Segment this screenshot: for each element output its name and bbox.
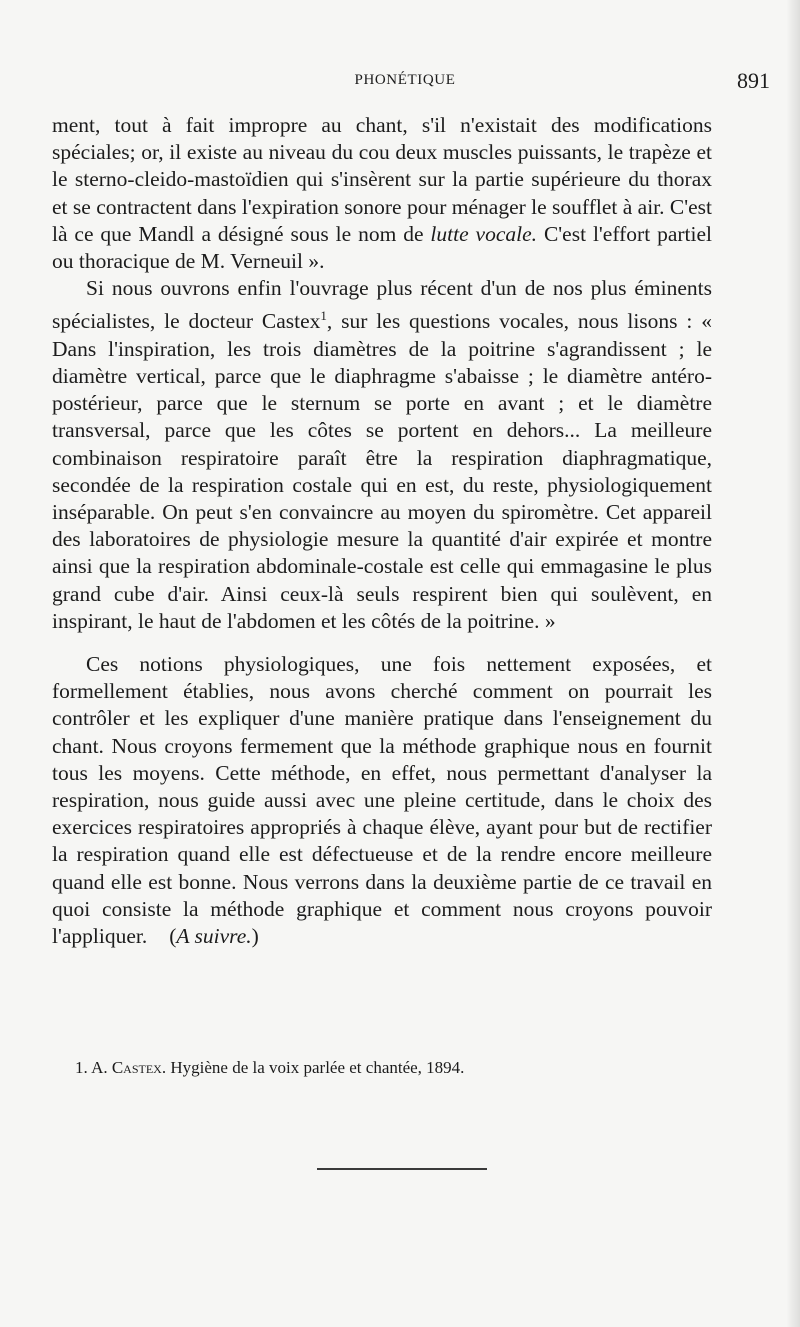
to-follow-open: ( (169, 924, 177, 949)
footnote-text: . Hygiène de la voix parlée et chantée, 1894. (161, 1058, 465, 1077)
footnote-author-name: Castex (111, 1058, 162, 1077)
paragraph-1-text-a: ment, tout à fait impropre au chant, s'il n'existait des modifications spéciales; or, il existe au niveau du cou deux muscles puissants, le trapèze et le sterno-cleido-mastoïdien qui s'insèrent sur la partie supérieure du thorax et se contractent dans l'expiration sonore pour ménager le soufflet à air. C'est là ce que Mandl a désigné sous le nom de (52, 113, 712, 246)
paragraph-2-text-b: , sur les questions vocales, nous lisons : « Dans l'inspiration, les trois diamètres de la poitrine s'agrandissent ; le diamètre vertical, parce que le diaphragme s'abaisse ; le diamètre antéro-postérieur, parce que le sternum se porte en avant ; et le diamètre transversal, parce que les côtes se portent en dehors... La meilleure combinaison respiratoire paraît être la respiration diaphragmatique, secondée de la respiration costale qui en est, du reste, physiologiquement inséparable. On peut s'en convaincre au moyen du spiromètre. Cet appareil des laboratoires de physiologie mesure la quantité d'air expirée et montre ainsi que la respiration abdominale-costale est celle qui emmagasine le plus grand cube d'air. Ainsi ceux-là seuls respirent bien qui soulèvent, en inspirant, le haut de l'abdomen et les côtés de la poitrine. » (52, 309, 712, 633)
to-follow-close: ) (251, 924, 259, 949)
paragraph-gap (52, 635, 712, 651)
body-text (52, 112, 712, 950)
page-edge-shadow (786, 0, 800, 1327)
page-number: 891 (737, 68, 770, 93)
paragraph-3-text-a: Ces notions physiologiques, une fois nettement exposées, et formellement établies, nous avons cherché comment on pourrait les contrôler et les expliquer d'une manière pratique dans l'enseignement du chant. Nous croyons fermement que la méthode graphique nous en fournit tous les moyens. Cette méthode, en effet, nous permettant d'analyser la respiration, nous guide aussi avec une pleine certitude, dans le choix des exercices respiratoires appropriés à chaque élève, ayant pour but de rectifier la respiration quand elle est défectueuse et de la rendre encore meilleure quand elle est bonne. Nous verrons dans la deuxième partie de ce travail en quoi consiste la méthode graphique et comment nous croyons pouvoir l'appliquer. (52, 652, 712, 949)
footnote-ref: 1 (320, 308, 327, 324)
running-title: PHONÉTIQUE (354, 72, 456, 88)
paragraph-1-emphasis: lutte vocale. (430, 221, 538, 246)
paragraph-3 (52, 651, 712, 950)
paragraph-2 (52, 275, 712, 635)
paragraph-2-text-a: Si nous ouvrons enfin l'ouvrage plus récent d'un de nos plus éminents spécialistes, le docteur Castex (52, 276, 712, 334)
separator-rule (317, 1168, 487, 1170)
footnote-number: 1. (75, 1058, 88, 1077)
paragraph-1-text-b: C'est l'effort partiel ou thoracique de M. Verneuil ». (52, 221, 712, 274)
footnote (75, 1057, 735, 1079)
footnote-author-initial: A. (91, 1058, 108, 1077)
running-head (40, 68, 770, 98)
paragraph-1 (52, 112, 712, 275)
to-follow-note: A suivre. (176, 924, 252, 949)
